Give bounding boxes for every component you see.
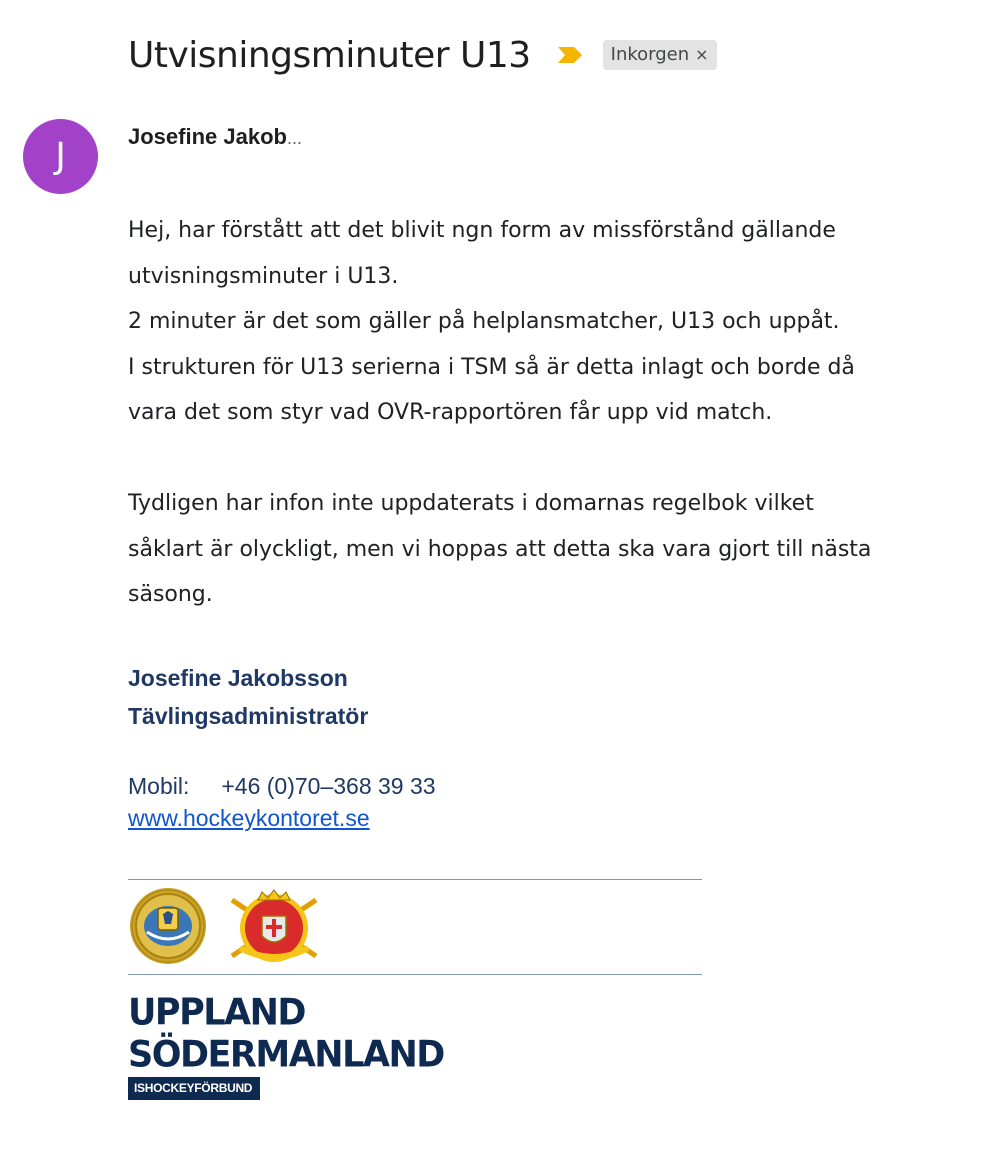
body-line: vara det som styr vad OVR-rapportören får upp vid match. (128, 400, 773, 425)
brand-line-1: UPPLAND (128, 992, 305, 1034)
signature-divider-top (128, 879, 702, 880)
paragraph-gap (128, 436, 948, 482)
signature-name: Josefine Jakobsson (128, 665, 348, 691)
label-chip-inbox[interactable] (603, 40, 717, 70)
mobile-label: Mobil: (128, 773, 190, 799)
sender-name-text: Josefine Jakob (128, 124, 287, 149)
body-line: utvisningsminuter i U13. (128, 263, 399, 289)
sender-name-ellipsis: ... (286, 128, 302, 148)
website-link[interactable]: www.hockeykontoret.se (128, 805, 370, 831)
body-line: I strukturen för U13 serierna i TSM så är detta inlagt och borde då (128, 354, 855, 380)
body-line: Hej, har förstått att det blivit ngn form av missförstånd gällande (128, 218, 836, 243)
remove-label-icon[interactable]: × (695, 45, 709, 64)
brand-line-2: SÖDERMANLAND (128, 1034, 444, 1076)
brand-subline: ISHOCKEYFÖRBUND (128, 1077, 260, 1100)
brand-wordmark (128, 992, 444, 1076)
signature-title: Tävlingsadministratör (128, 703, 369, 729)
sender-avatar[interactable] (23, 119, 98, 194)
mobile-number[interactable]: +46 (0)70–368 39 33 (221, 773, 436, 799)
avatar-initial: J (55, 136, 66, 177)
body-line: 2 minuter är det som gäller på helplansmatcher, U13 och uppåt. (128, 309, 840, 334)
sender-name[interactable] (128, 124, 302, 150)
subject-row (128, 30, 717, 80)
body-line: Tydligen har infon inte uppdaterats i domarnas regelbok vilket (128, 491, 814, 516)
body-line: såklart är olyckligt, men vi hoppas att detta ska vara gjort till nästa (128, 536, 872, 562)
email-subject: Utvisningsminuter U13 (128, 34, 531, 76)
signature-divider-bottom (128, 974, 702, 975)
federation-crest-logo (127, 886, 209, 966)
importance-marker-icon[interactable] (557, 46, 583, 64)
label-chip-text: Inkorgen (610, 44, 690, 65)
signature-mobile (128, 773, 436, 800)
body-line: säsong. (128, 582, 213, 607)
email-body (128, 208, 948, 618)
regional-crest-logo (226, 886, 322, 966)
